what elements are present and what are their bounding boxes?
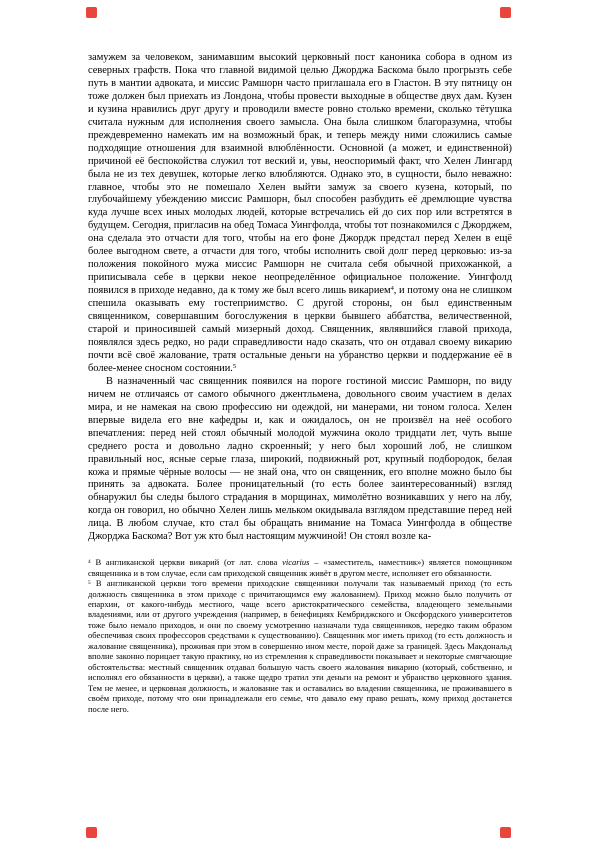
corner-marker-top-left <box>86 7 97 18</box>
text-run: vicarius <box>282 557 310 568</box>
footnote <box>88 557 512 578</box>
corner-marker-top-right <box>500 7 511 18</box>
text-run: В англиканской церкви викарий (от лат. слова <box>95 557 283 568</box>
text-run: В англиканской церкви того времени приходские священники получали так называемый приход (то есть должность священника в этом приходе с причитающимся ему жалованием). Приход можно было получить от епархии, от какого-нибудь местного, чаще всего аристократического семейства, владеющего земельными владениями, или от другого учреждения (например, в бенефициях Кембриджского и Оксфордского университетов тоже было немало приходов, и они по своему усмотрению назначали туда священников, нередко таким образом обеспечивая своих профессоров средствами к существованию). Священник мог иметь приход (то есть должность и жалование священника), проживая при этом в совершенно ином месте, порой даже за границей. Здесь Макдональд вполне законно порицает такую практику, но из стремления к справедливости показывает и некоторые смягчающие обстоятельства: местный священник отдавал большую часть своего жалования викарию (который, собственно, и исполнял его обязанности в церкви), а также щедро тратил эти деньги на ремонт и убранство церковного здания. Тем не менее, и церковная должность, и жалование так и оставались во владении священника, не проживавшего в своём приходе, потому что они принадлежали его семье, что давало ему право решать, кому приход достанется после него. <box>88 578 512 714</box>
main-text <box>88 52 512 544</box>
footnote-reference: 5 <box>232 362 237 370</box>
footnote-marker: 5 <box>88 579 91 586</box>
text-run: замужем за человеком, занимавшим высокий церковный пост каноника собора в одном из северных графств. Пока что главной видимой целью Джорджа Баскома было прогрызть себе путь в мантии адвоката, и миссис Рамшорн часто приглашала его в Гластон. В эту пятницу он тоже должен был приехать из Лондона, чтобы провести выходные в обществе двух дам. Кузен и кузина нравились друг другу и проводили вместе ровно столько времени, сколько тётушка считала нужным для исполнения своего замысла. Она была слишком благоразумна, чтобы преждевременно намекать им на возможный брак, и теперь между ними сложились самые подходящие отношения для взаимной влюблённости. Основной (а может, и единственной) причиной её беспокойства служил тот веский и, увы, неоспоримый факт, что Хелен Лингард была не из тех девушек, которые легко влюбляются. Однако это, в сущности, было неважно: главное, чтобы это не помешало Хелен выйти замуж за своего кузена, который, по глубочайшему убеждению миссис Рамшорн, был способен разбудить её дремлющие чувства куда лучше всех иных молодых людей, которые встречались ей до сих пор или встретятся в будущем. Сегодня, пригласив на обед Томаса Уингфолда, чтобы тот познакомился с Джорджем, она сделала это отчасти для того, чтобы на его фоне Джордж предстал перед Хелен в ещё более выгодном свете, а отчасти для того, чтобы исполнить свой долг перед церковью: из-за положения покойного мужа миссис Рамшорн не считала себя обычной прихожанкой, а приписывала себе в церкви некое неопределённое официальное положение. Уингфолд появился в приходе недавно, да к тому же был всего лишь викарием <box>88 52 512 297</box>
paragraph <box>88 52 512 376</box>
footnote <box>88 578 512 714</box>
text-run: – «заместитель, наместник») является помощником священника и в том случае, если сам приходской священник живёт в другом месте, исполняет его обязанности. <box>88 557 513 578</box>
footnote-reference: 4 <box>390 285 394 293</box>
text-run: , и потому она не слишком спешила оказывать ему гостеприимство. С другой стороны, он был единственным священником, совершавшим богослужения в церкви бывшего аббатства, величественной, старой и приносившей самый мизерный доход. Священник, являвшийся главой прихода, появлялся здесь редко, но ради справедливости надо сказать, что он отдавал своему викарию почти всё своё жалование, тратя остальные деньги на убранство церкви и поддержание её в более-менее сносном состоянии. <box>88 285 512 374</box>
corner-marker-bottom-left <box>86 827 97 838</box>
footnote-marker: 4 <box>88 558 91 565</box>
footnotes-section <box>88 557 512 714</box>
text-run: В назначенный час священник появился на пороге гостиной миссис Рамшорн, по виду ничем не отличаясь от самого обычного джентльмена, довольного своим участием в делах мира, и не намекая на свою профессию ни одеждой, ни манерами, ни тоном голоса. Хелен впервые видела его вне кафедры и, как и ожидалось, он не произвёл на неё особого впечатления: перед ней стоял обычный молодой мужчина около тридцати лет, чуть выше среднего роста и довольно ладно скроенный; у него был хороший лоб, не слишком правильный нос, ясные серые глаза, широкий, подвижный рот, крупный подбородок, белая кожа и прямые чёрные волосы — не знай она, что он священник, его вполне можно было бы принять за адвоката. Более проницательный (то есть более заинтересованный) взгляд обнаружил бы следы былого страдания в морщинах, мимолётно возникавших у него на лбу, когда он говорил, но обычно Хелен лишь мельком окидывала взглядом представшие перед ней лица. В любом случае, кто стал бы обращать внимание на Томаса Уингфолда в обществе Джорджа Баскома? Вот уж кто был настоящим мужчиной! Он стоял возле ка- <box>88 375 512 543</box>
corner-marker-bottom-right <box>500 827 511 838</box>
paragraph <box>88 376 512 544</box>
text-column <box>88 52 512 714</box>
